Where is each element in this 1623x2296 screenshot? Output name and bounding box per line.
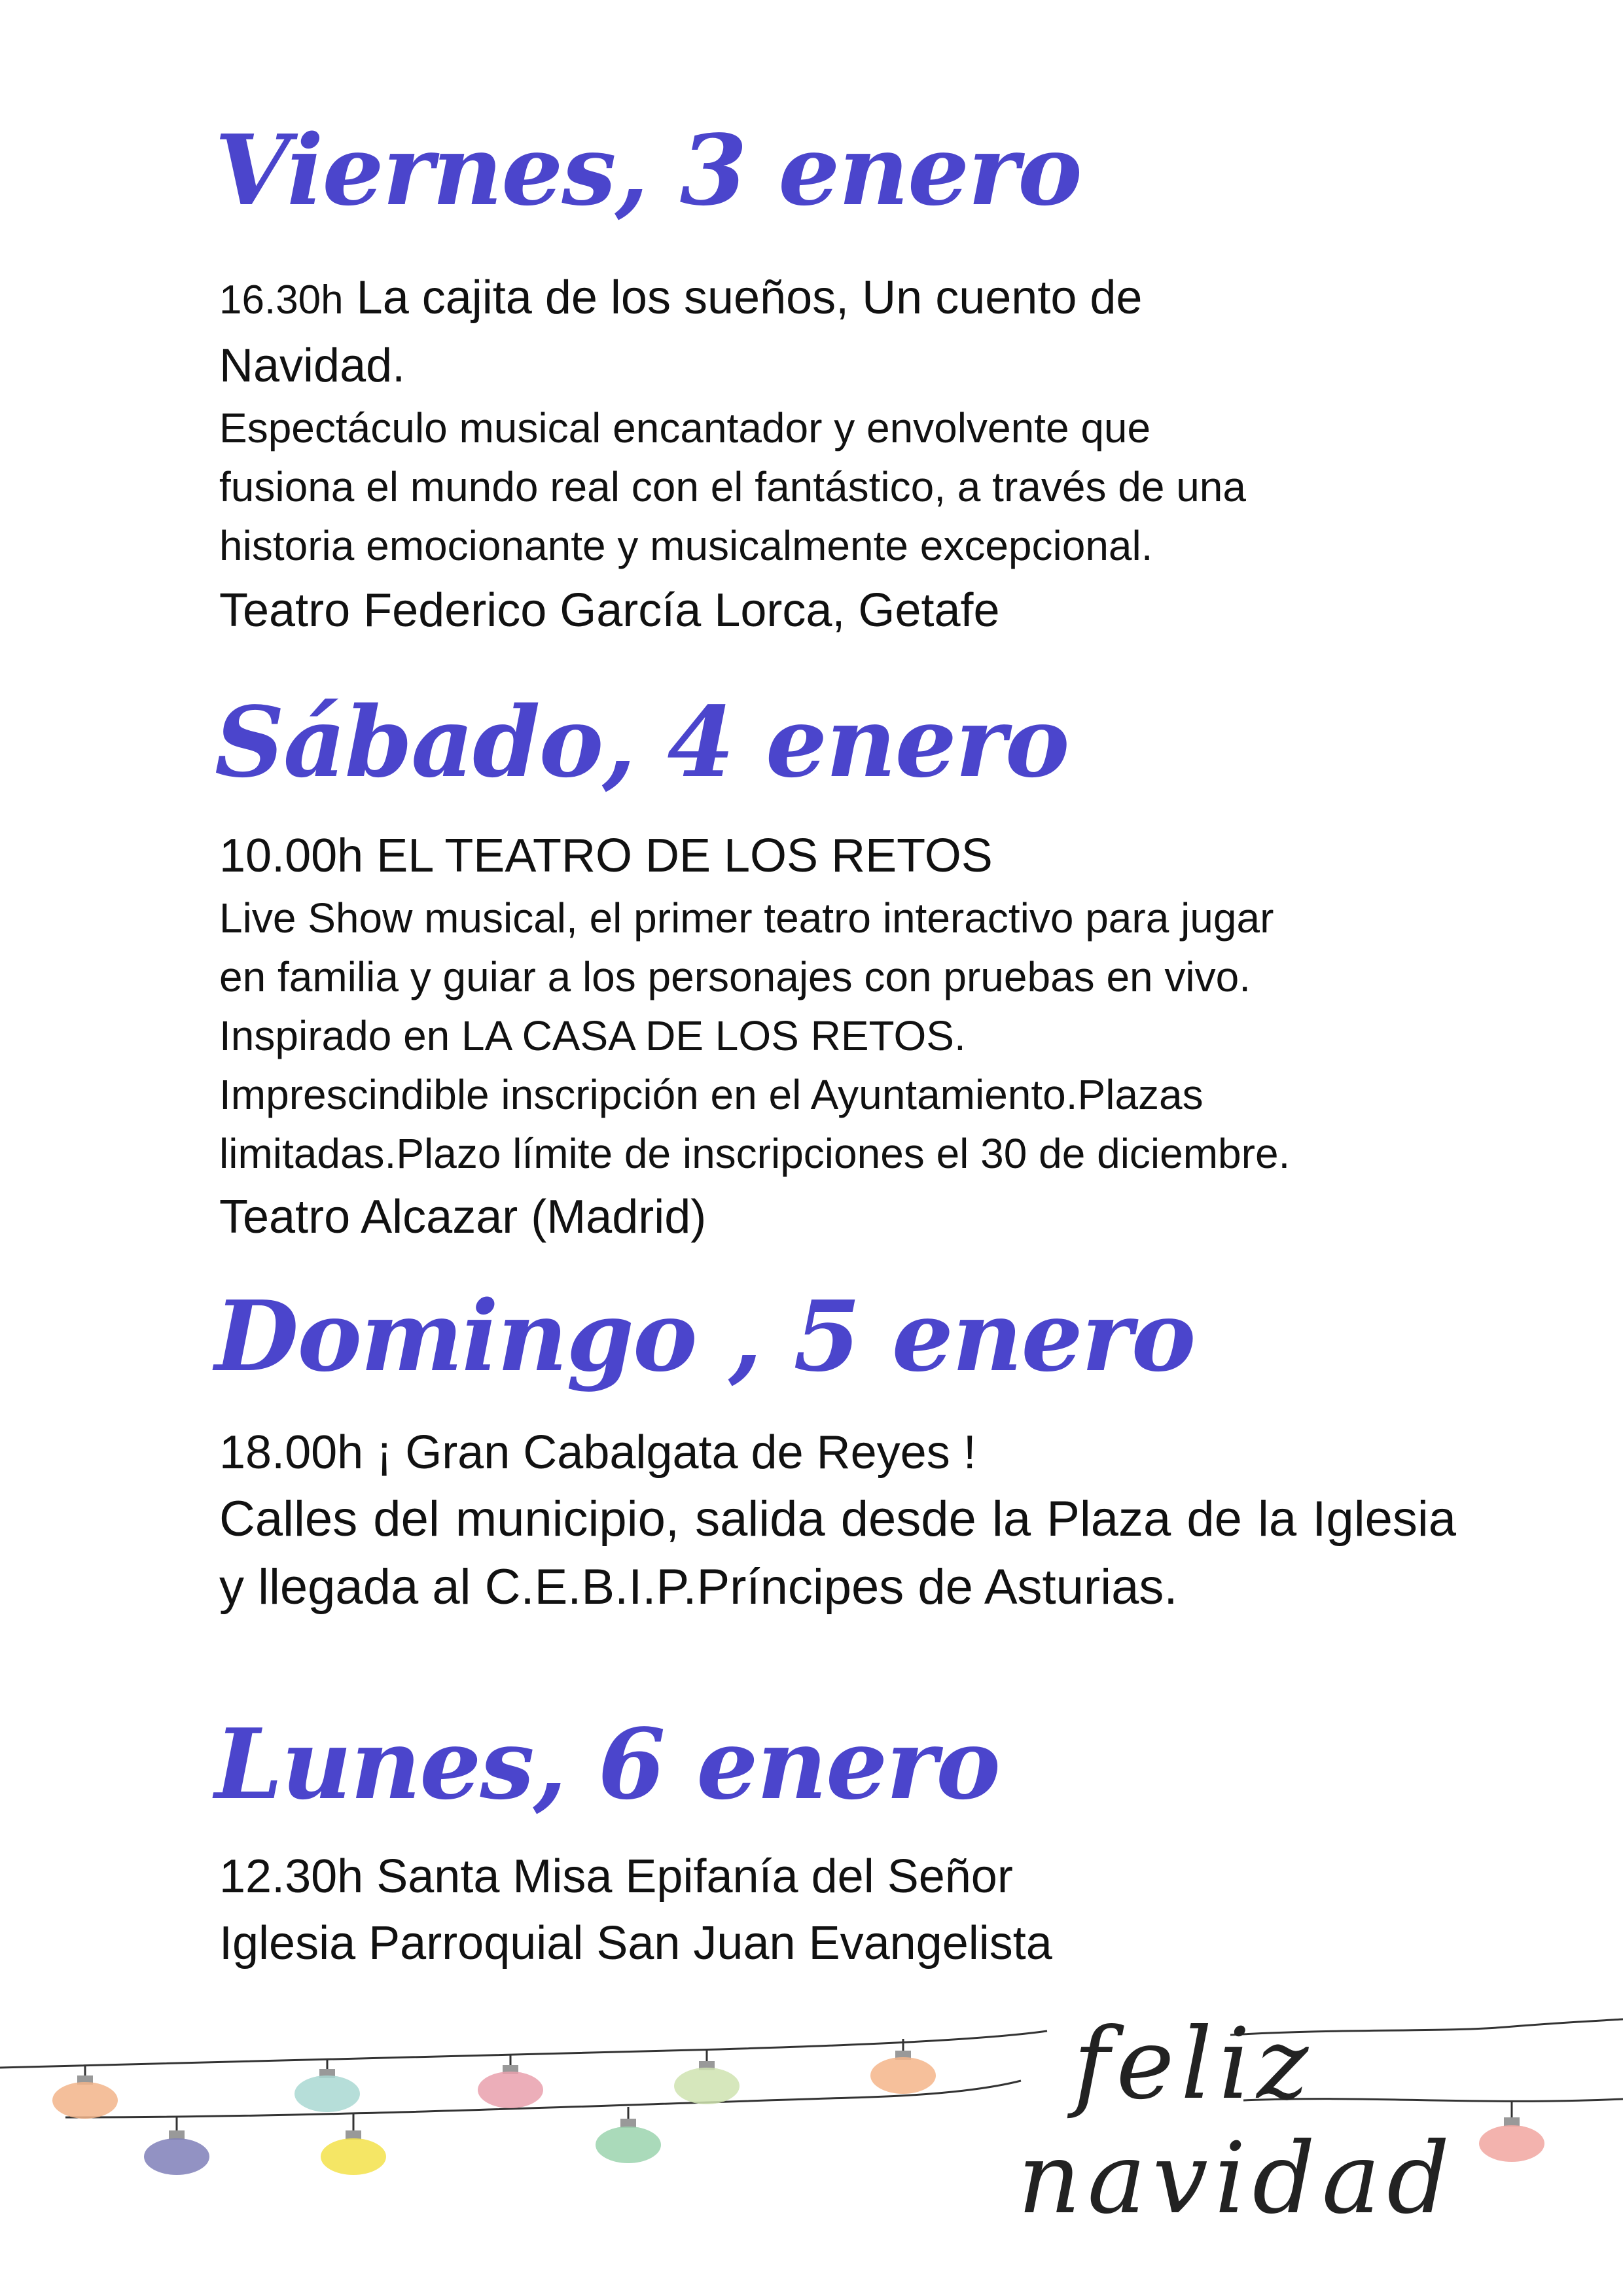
ornament-icon bbox=[870, 2039, 936, 2094]
event-desc-line: Live Show musical, el primer teatro interactivo para jugar bbox=[219, 894, 1274, 942]
event-viernes bbox=[219, 265, 1456, 645]
event-place: Teatro Federico García Lorca, Getafe bbox=[219, 584, 1000, 637]
greeting-navidad: navidad bbox=[1018, 2122, 1457, 2236]
event-place: Teatro Alcazar (Madrid) bbox=[219, 1191, 707, 1243]
event-desc: Calles del municipio, salida desde la Plaza de la Iglesia y llegada al C.E.B.I.P.Príncipes de Asturias. bbox=[219, 1491, 1456, 1615]
event-desc-line: fusiona el mundo real con el fantástico, a través de una bbox=[219, 463, 1246, 510]
event-title: 18.00h ¡ Gran Cabalgata de Reyes ! bbox=[219, 1426, 976, 1479]
heading-lunes: Lunes, 6 enero bbox=[215, 1707, 999, 1821]
event-desc-line: Espectáculo musical encantador y envolvente que bbox=[219, 404, 1151, 451]
event-place: Iglesia Parroquial San Juan Evangelista bbox=[219, 1917, 1052, 1969]
ornament-icon bbox=[478, 2055, 543, 2108]
event-desc-line: Imprescindible inscripción en el Ayuntamiento.Plazas bbox=[219, 1071, 1204, 1118]
heading-domingo: Domingo , 5 enero bbox=[215, 1279, 1195, 1393]
event-sabado bbox=[219, 823, 1456, 1251]
event-desc-line: historia emocionante y musicalmente excepcional. bbox=[219, 522, 1153, 569]
event-desc-line: Inspirado en LA CASA DE LOS RETOS. bbox=[219, 1012, 966, 1059]
ornament-icon bbox=[294, 2058, 360, 2112]
ornament-icon bbox=[674, 2049, 740, 2104]
event-desc-line: limitadas.Plazo límite de inscripciones el 30 de diciembre. bbox=[219, 1130, 1291, 1177]
event-title: 10.00h EL TEATRO DE LOS RETOS bbox=[219, 830, 993, 882]
ornament-icon bbox=[144, 2117, 209, 2175]
event-title bbox=[219, 265, 1456, 333]
ornament-icon bbox=[52, 2065, 118, 2119]
heading-viernes: Viernes, 3 enero bbox=[215, 113, 1081, 227]
ornament-icon bbox=[1479, 2100, 1544, 2162]
event-title-text: La cajita de los sueños, Un cuento de bbox=[356, 272, 1143, 324]
heading-sabado: Sábado, 4 enero bbox=[215, 685, 1069, 799]
event-time: 16.30h bbox=[219, 277, 344, 323]
greeting-feliz: feliz bbox=[1073, 2007, 1315, 2121]
event-domingo bbox=[219, 1420, 1456, 1621]
event-desc-line: en familia y guiar a los personajes con pruebas en vivo. bbox=[219, 953, 1251, 1000]
event-lunes bbox=[219, 1844, 1456, 1977]
ornament-icon bbox=[596, 2107, 661, 2163]
event-title-continued: Navidad. bbox=[219, 340, 406, 392]
event-title: 12.30h Santa Misa Epifanía del Señor bbox=[219, 1850, 1013, 1903]
ornament-icon bbox=[321, 2113, 386, 2175]
